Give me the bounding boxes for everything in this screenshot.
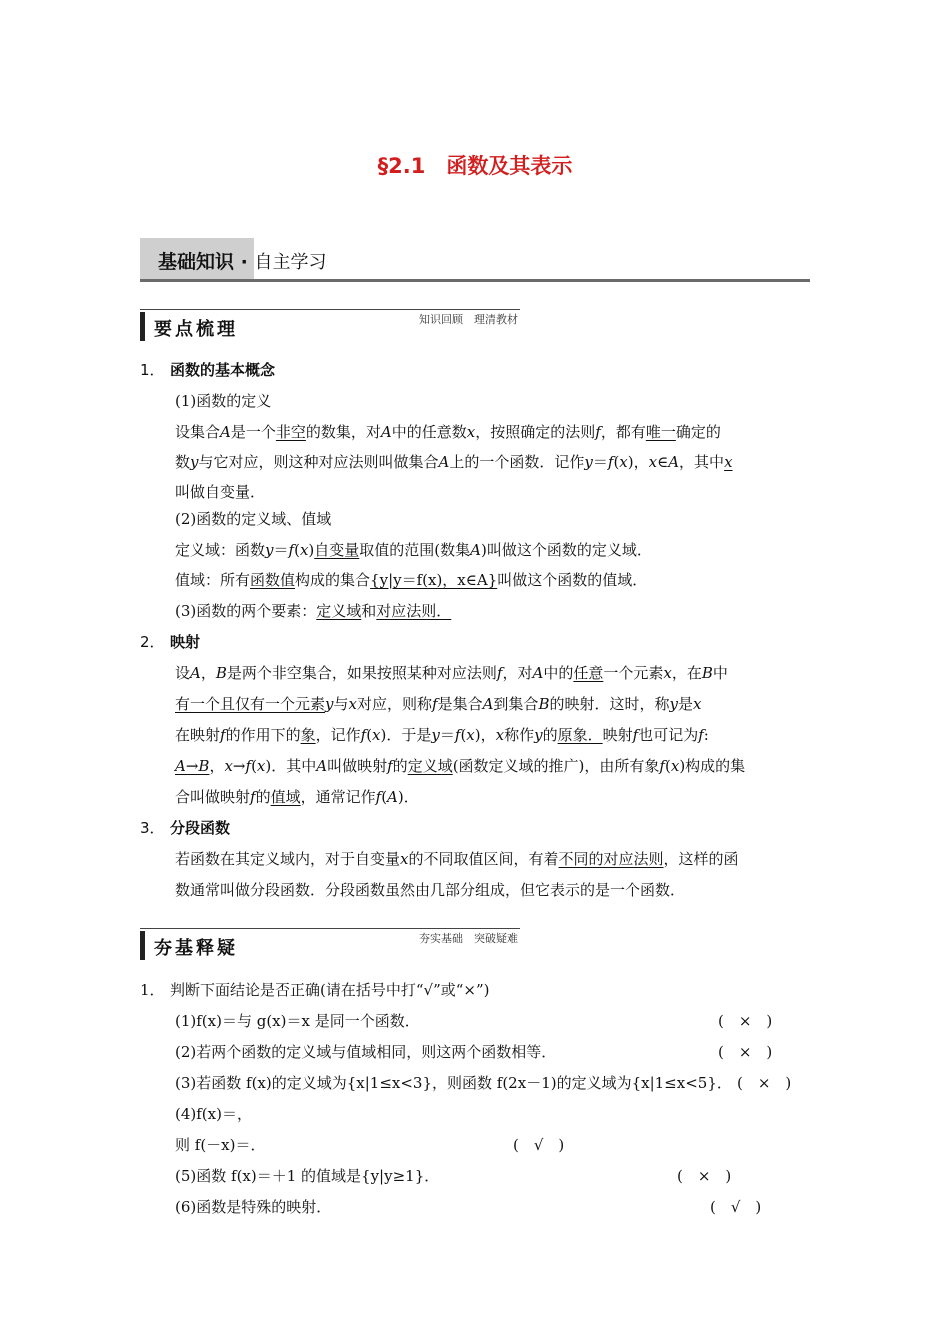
item-number: 1． — [140, 981, 165, 999]
item-heading: 映射 — [170, 633, 201, 651]
question-statement: (2)若两个函数的定义域与值域相同，则这两个函数相等． — [175, 1043, 557, 1061]
paragraph-line: 若函数在其定义域内，对于自变量x的不同取值区间，有着不同的对应法则，这样的函 — [175, 850, 739, 868]
answer-mark: ( × ) — [718, 1043, 773, 1061]
banner-dot: · — [240, 251, 248, 273]
item-number: 1． — [140, 361, 165, 379]
banner-rule — [140, 279, 810, 282]
question-prompt: 判断下面结论是否正确(请在括号中打“√”或“×”) — [170, 981, 490, 999]
section-title: 夯基释疑 — [154, 938, 238, 959]
paragraph-line: 定义域：函数y＝f(x)自变量取值的范围(数集A)叫做这个函数的定义域． — [175, 541, 652, 559]
section-title: 要点梳理 — [154, 319, 238, 340]
paragraph-line: 合叫做映射f的值域，通常记作f(A)． — [175, 788, 419, 806]
answer-mark: ( × ) — [737, 1074, 792, 1092]
paragraph-line: 设集合A是一个非空的数集，对A中的任意数x，按照确定的法则f，都有唯一确定的 — [175, 423, 721, 441]
answer-mark: ( √ ) — [513, 1136, 565, 1154]
section-banner — [140, 238, 810, 282]
question-statement: (6)函数是特殊的映射． — [175, 1198, 332, 1216]
answer-mark: ( × ) — [718, 1012, 773, 1030]
paragraph-line: 值域：所有函数值构成的集合{y|y＝f(x)，x∈A}叫做这个函数的值域． — [175, 571, 648, 589]
section-header-key-points — [140, 309, 520, 341]
banner-text — [158, 247, 326, 274]
question-statement: 则 f(－x)＝． — [175, 1136, 266, 1154]
section-header-practice — [140, 928, 520, 960]
answer-mark: ( √ ) — [710, 1198, 762, 1216]
paragraph-line: 设A，B是两个非空集合，如果按照某种对应法则f，对A中的任意一个元素x，在B中 — [175, 664, 728, 682]
section-rule — [140, 928, 520, 929]
paragraph-line: (3)函数的两个要素：定义域和对应法则． — [175, 602, 452, 620]
item-number: 2． — [140, 633, 165, 651]
subheading: (1)函数的定义 — [175, 392, 272, 410]
paragraph-line: 数通常叫做分段函数．分段函数虽然由几部分组成，但它表示的是一个函数． — [175, 881, 686, 899]
question-statement: (3)若函数 f(x)的定义域为{x|1≤x<3}，则函数 f(2x－1)的定义域为{x|1≤x<5}． — [175, 1074, 732, 1092]
question-statement: (4)f(x)＝， — [175, 1105, 252, 1123]
item-number: 3． — [140, 819, 165, 837]
paragraph-line: A→B，x→f(x)．其中A叫做映射f的定义域(函数定义域的推广)，由所有象f(x)构成的集 — [175, 757, 746, 775]
item-heading: 函数的基本概念 — [170, 361, 276, 379]
paragraph-line: 叫做自变量． — [175, 483, 266, 501]
section-bar — [140, 931, 145, 960]
section-rule — [140, 309, 520, 310]
banner-main: 基础知识 — [158, 251, 235, 273]
banner-sub: 自主学习 — [254, 252, 327, 273]
paragraph-line: 数y与它对应，则这种对应法则叫做集合A上的一个函数．记作y＝f(x)，x∈A，其中x — [175, 453, 733, 471]
paragraph-line: 在映射f的作用下的象，记作f(x)．于是y＝f(x)，x称作y的原象．映射f也可记为f: — [175, 726, 709, 744]
question-statement: (5)函数 f(x)＝＋1 的值域是{y|y≥1}． — [175, 1167, 440, 1185]
paragraph-line: 有一个且仅有一个元素y与x对应，则称f是集合A到集合B的映射．这时，称y是x — [175, 695, 702, 713]
item-heading: 分段函数 — [170, 819, 231, 837]
page-title: §2.1 函数及其表示 — [377, 154, 573, 178]
section-bar — [140, 312, 145, 341]
answer-mark: ( × ) — [677, 1167, 732, 1185]
subheading: (2)函数的定义域、值域 — [175, 510, 332, 528]
question-statement: (1)f(x)＝与 g(x)＝x 是同一个函数． — [175, 1012, 420, 1030]
section-note: 知识回顾 理清教材 — [419, 313, 518, 326]
section-note: 夯实基础 突破疑难 — [419, 932, 518, 945]
